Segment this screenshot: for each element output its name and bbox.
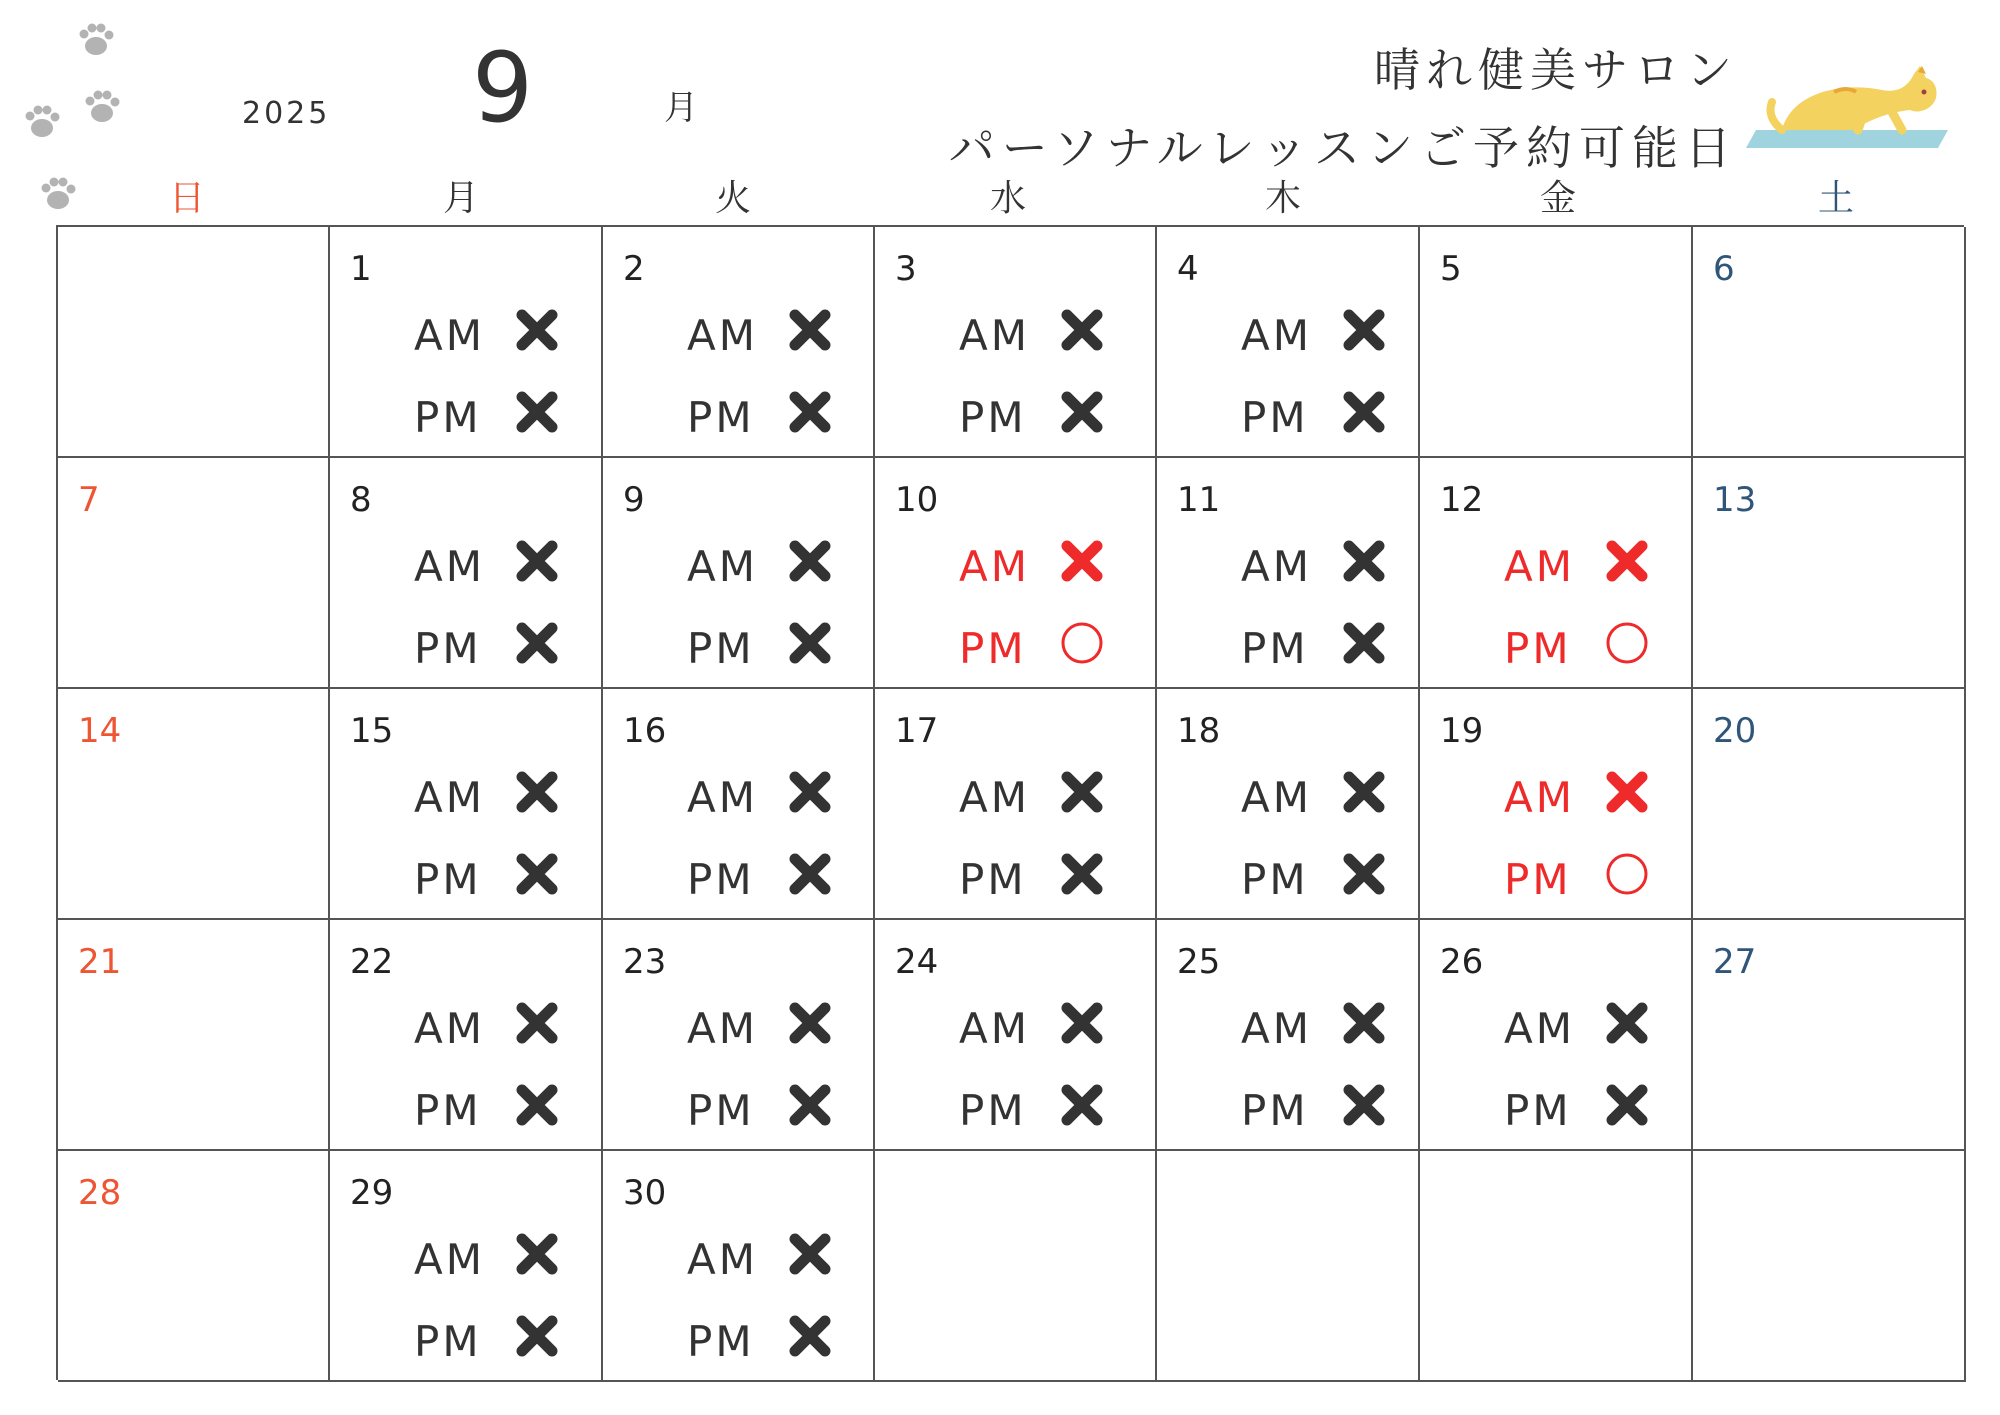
cross-mark-icon (787, 389, 833, 435)
pm-slot (1241, 393, 1309, 442)
cross-mark-icon (514, 1082, 560, 1128)
cross-mark-icon (514, 1313, 560, 1359)
day-number: 7 (78, 480, 100, 520)
cross-mark-icon (1059, 389, 1105, 435)
day-number: 30 (623, 1173, 667, 1213)
pm-label: PM (1241, 624, 1309, 673)
calendar-year: 2025 (242, 96, 331, 131)
am-slot (1241, 311, 1312, 360)
cross-mark-icon (1059, 538, 1105, 584)
am-slot (959, 542, 1030, 591)
cross-mark-icon (514, 389, 560, 435)
cross-mark-icon (514, 769, 560, 815)
cross-mark-icon (1341, 389, 1387, 435)
pm-slot (414, 624, 482, 673)
pm-slot (414, 855, 482, 904)
cross-mark-icon (787, 538, 833, 584)
am-slot (414, 542, 485, 591)
weekday-wednesday: 水 (989, 178, 1027, 219)
cross-mark-icon (1604, 538, 1650, 584)
am-label: AM (1241, 1004, 1312, 1053)
pm-label: PM (959, 1086, 1027, 1135)
cross-mark-icon (1059, 1000, 1105, 1046)
day-number: 4 (1177, 249, 1199, 289)
am-label: AM (687, 311, 758, 360)
pm-label: PM (1241, 855, 1309, 904)
day-number: 26 (1440, 942, 1484, 982)
pm-slot (687, 855, 755, 904)
cross-mark-icon (1604, 769, 1650, 815)
weekday-thursday: 木 (1264, 178, 1302, 219)
am-label: AM (687, 773, 758, 822)
pm-slot (687, 1317, 755, 1366)
empty-day-cell (1157, 1151, 1420, 1382)
pm-label: PM (1504, 855, 1572, 904)
cross-mark-icon (1341, 851, 1387, 897)
day-number: 22 (350, 942, 394, 982)
calendar-day-cell (1157, 227, 1420, 458)
circle-mark-icon (1059, 620, 1105, 666)
am-slot (414, 311, 485, 360)
calendar-day-cell (330, 689, 603, 920)
calendar-day-cell (1420, 227, 1693, 458)
day-number: 17 (895, 711, 939, 751)
am-label: AM (687, 1004, 758, 1053)
am-label: AM (1504, 773, 1575, 822)
cross-mark-icon (1059, 307, 1105, 353)
am-slot (1241, 773, 1312, 822)
day-number: 29 (350, 1173, 394, 1213)
calendar-day-cell (1693, 458, 1966, 689)
cross-mark-icon (1341, 769, 1387, 815)
cross-mark-icon (1059, 851, 1105, 897)
am-slot (687, 773, 758, 822)
day-number: 14 (78, 711, 122, 751)
am-slot (959, 311, 1030, 360)
pm-label: PM (959, 393, 1027, 442)
calendar-day-cell (1420, 458, 1693, 689)
am-label: AM (959, 542, 1030, 591)
day-number: 21 (78, 942, 122, 982)
calendar-grid (56, 225, 1964, 1380)
pm-slot (1241, 624, 1309, 673)
calendar-day-cell (603, 227, 875, 458)
cross-mark-icon (1059, 1082, 1105, 1128)
pm-slot (1241, 855, 1309, 904)
am-slot (687, 311, 758, 360)
day-number: 6 (1713, 249, 1735, 289)
empty-day-cell (1693, 1151, 1966, 1382)
am-slot (414, 773, 485, 822)
am-label: AM (959, 1004, 1030, 1053)
page-title: パーソナルレッスンご予約可能日 (948, 121, 1738, 175)
am-slot (414, 1235, 485, 1284)
am-label: AM (1241, 773, 1312, 822)
am-slot (1241, 542, 1312, 591)
pm-label: PM (687, 855, 755, 904)
am-slot (1504, 1004, 1575, 1053)
day-number: 28 (78, 1173, 122, 1213)
am-label: AM (1241, 311, 1312, 360)
calendar-day-cell (875, 689, 1157, 920)
day-number: 16 (623, 711, 667, 751)
pm-label: PM (414, 393, 482, 442)
calendar-day-cell (58, 1151, 330, 1382)
am-slot (959, 773, 1030, 822)
day-number: 10 (895, 480, 939, 520)
pm-label: PM (687, 1317, 755, 1366)
pm-label: PM (687, 1086, 755, 1135)
pm-label: PM (1504, 1086, 1572, 1135)
day-number: 20 (1713, 711, 1757, 751)
cross-mark-icon (787, 1000, 833, 1046)
calendar-day-cell (1420, 920, 1693, 1151)
am-label: AM (687, 542, 758, 591)
cross-mark-icon (514, 1000, 560, 1046)
calendar-day-cell (875, 458, 1157, 689)
pm-label: PM (1241, 1086, 1309, 1135)
pm-slot (1504, 624, 1572, 673)
day-number: 11 (1177, 480, 1221, 520)
cross-mark-icon (787, 620, 833, 666)
pm-slot (959, 393, 1027, 442)
pm-label: PM (414, 855, 482, 904)
pm-label: PM (414, 1086, 482, 1135)
cross-mark-icon (787, 1231, 833, 1277)
am-slot (687, 1235, 758, 1284)
pm-slot (414, 1086, 482, 1135)
day-number: 3 (895, 249, 917, 289)
calendar-day-cell (58, 689, 330, 920)
day-number: 25 (1177, 942, 1221, 982)
circle-mark-icon (1604, 620, 1650, 666)
calendar-day-cell (330, 227, 603, 458)
pm-slot (1504, 1086, 1572, 1135)
pm-label: PM (1504, 624, 1572, 673)
calendar-day-cell (603, 689, 875, 920)
am-label: AM (414, 1235, 485, 1284)
day-number: 24 (895, 942, 939, 982)
pm-slot (414, 1317, 482, 1366)
empty-day-cell (875, 1151, 1157, 1382)
pm-slot (959, 1086, 1027, 1135)
day-number: 15 (350, 711, 394, 751)
cross-mark-icon (1604, 1000, 1650, 1046)
cross-mark-icon (787, 769, 833, 815)
weekday-sunday: 日 (168, 178, 206, 219)
am-slot (687, 542, 758, 591)
cross-mark-icon (1341, 538, 1387, 584)
calendar-day-cell (330, 920, 603, 1151)
cross-mark-icon (1059, 769, 1105, 815)
calendar-day-cell (1693, 920, 1966, 1151)
cross-mark-icon (787, 1313, 833, 1359)
calendar-day-cell (1693, 227, 1966, 458)
am-label: AM (414, 311, 485, 360)
am-label: AM (959, 311, 1030, 360)
weekday-friday: 金 (1539, 178, 1577, 219)
weekday-tuesday: 火 (714, 178, 752, 219)
cross-mark-icon (514, 538, 560, 584)
am-label: AM (414, 773, 485, 822)
am-label: AM (687, 1235, 758, 1284)
calendar-day-cell (875, 920, 1157, 1151)
day-number: 12 (1440, 480, 1484, 520)
am-label: AM (959, 773, 1030, 822)
am-label: AM (1504, 1004, 1575, 1053)
day-number: 1 (350, 249, 372, 289)
empty-day-cell (1420, 1151, 1693, 1382)
cross-mark-icon (1341, 1082, 1387, 1128)
pm-slot (687, 624, 755, 673)
pm-label: PM (1241, 393, 1309, 442)
cross-mark-icon (514, 851, 560, 897)
month-label: 月 (664, 88, 698, 128)
am-label: AM (1504, 542, 1575, 591)
cross-mark-icon (514, 307, 560, 353)
cross-mark-icon (514, 1231, 560, 1277)
calendar-day-cell (330, 458, 603, 689)
calendar-day-cell (603, 1151, 875, 1382)
pm-slot (687, 393, 755, 442)
am-slot (1504, 773, 1575, 822)
am-slot (1241, 1004, 1312, 1053)
pm-slot (959, 624, 1027, 673)
am-label: AM (414, 542, 485, 591)
calendar-month: 9 (472, 32, 534, 144)
weekday-header (56, 170, 1964, 220)
pm-label: PM (687, 624, 755, 673)
calendar-day-cell (875, 227, 1157, 458)
calendar-day-cell (330, 1151, 603, 1382)
circle-mark-icon (1604, 851, 1650, 897)
calendar-day-cell (58, 458, 330, 689)
day-number: 9 (623, 480, 645, 520)
cross-mark-icon (787, 307, 833, 353)
am-label: AM (1241, 542, 1312, 591)
cross-mark-icon (1604, 1082, 1650, 1128)
pm-slot (687, 1086, 755, 1135)
weekday-monday: 月 (442, 178, 480, 219)
day-number: 27 (1713, 942, 1757, 982)
pm-label: PM (959, 624, 1027, 673)
day-number: 5 (1440, 249, 1462, 289)
pm-label: PM (687, 393, 755, 442)
pm-label: PM (959, 855, 1027, 904)
day-number: 23 (623, 942, 667, 982)
cross-mark-icon (1341, 1000, 1387, 1046)
weekday-saturday: 土 (1817, 178, 1855, 219)
calendar-day-cell (1420, 689, 1693, 920)
calendar-day-cell (58, 920, 330, 1151)
pm-slot (959, 855, 1027, 904)
pm-slot (1241, 1086, 1309, 1135)
am-slot (687, 1004, 758, 1053)
cat-stretching-icon (1742, 52, 1962, 152)
calendar-day-cell (603, 458, 875, 689)
cross-mark-icon (787, 1082, 833, 1128)
cross-mark-icon (1341, 307, 1387, 353)
am-label: AM (414, 1004, 485, 1053)
salon-name: 晴れ健美サロン (1374, 43, 1738, 97)
pm-slot (414, 393, 482, 442)
am-slot (414, 1004, 485, 1053)
empty-day-cell (58, 227, 330, 458)
day-number: 19 (1440, 711, 1484, 751)
calendar-day-cell (1157, 689, 1420, 920)
am-slot (1504, 542, 1575, 591)
calendar-day-cell (1157, 458, 1420, 689)
pm-label: PM (414, 1317, 482, 1366)
day-number: 18 (1177, 711, 1221, 751)
cross-mark-icon (787, 851, 833, 897)
pm-label: PM (414, 624, 482, 673)
calendar-day-cell (1693, 689, 1966, 920)
cross-mark-icon (514, 620, 560, 666)
am-slot (959, 1004, 1030, 1053)
pm-slot (1504, 855, 1572, 904)
day-number: 2 (623, 249, 645, 289)
day-number: 13 (1713, 480, 1757, 520)
calendar-day-cell (1157, 920, 1420, 1151)
cross-mark-icon (1341, 620, 1387, 666)
calendar-day-cell (603, 920, 875, 1151)
day-number: 8 (350, 480, 372, 520)
